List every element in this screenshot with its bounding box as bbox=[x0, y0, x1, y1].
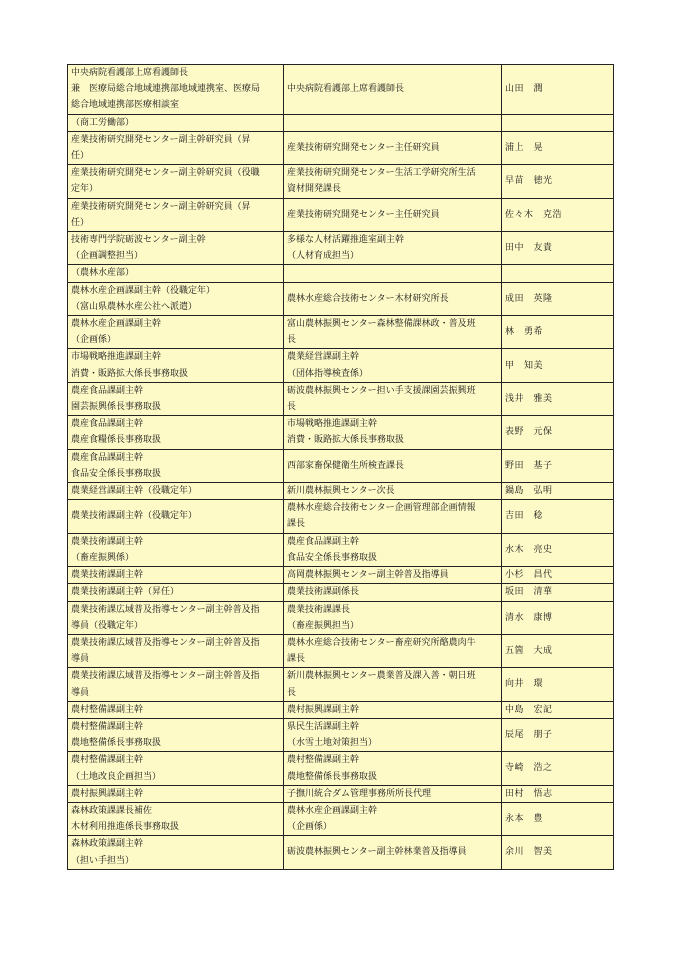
table-row bbox=[68, 232, 614, 265]
from-cell bbox=[68, 634, 284, 667]
from-cell bbox=[68, 282, 284, 315]
from-line: 産業技術研究開発センター副主幹研究員（昇 bbox=[71, 134, 251, 145]
from-line: 農業経営課副主幹（役職定年） bbox=[71, 486, 198, 497]
table-row bbox=[68, 114, 614, 131]
from-line: 消費・販路拡大係長事務取扱 bbox=[71, 368, 189, 379]
name-cell: 五箇 大成 bbox=[502, 634, 614, 667]
from-line: 農地整備係長事務取扱 bbox=[71, 738, 162, 749]
name-cell: 浦上 晃 bbox=[502, 131, 614, 164]
personnel-table bbox=[67, 64, 614, 870]
to-line: 農林水産総合技術センター企画管理部企画情報 bbox=[287, 503, 476, 514]
table-row bbox=[68, 836, 614, 869]
from-cell bbox=[68, 584, 284, 601]
name-cell: 鍋島 弘明 bbox=[502, 483, 614, 500]
to-line: 農林水産総合技術センター畜産研究所酪農肉牛 bbox=[287, 637, 476, 648]
table-row bbox=[68, 533, 614, 566]
table-row bbox=[68, 785, 614, 802]
to-cell bbox=[284, 131, 502, 164]
to-line: 食品安全係長事務取扱 bbox=[287, 552, 378, 563]
to-line: 農林水産企画課副主幹 bbox=[287, 805, 378, 816]
from-line: 木材利用推進係長事務取扱 bbox=[71, 822, 180, 833]
from-line: 森林政策課課長補佐 bbox=[71, 805, 153, 816]
from-line: 農産食品課副主幹 bbox=[71, 419, 144, 430]
from-line: （企画係） bbox=[71, 335, 117, 346]
from-line: 産業技術研究開発センター副主幹研究員（昇 bbox=[71, 201, 251, 212]
table-row bbox=[68, 316, 614, 349]
table-row bbox=[68, 349, 614, 382]
from-line: 産業技術研究開発センター副主幹研究員（役職 bbox=[71, 168, 260, 179]
to-line: 課長 bbox=[287, 654, 306, 665]
table-row bbox=[68, 584, 614, 601]
name-cell: 中島 宏記 bbox=[502, 701, 614, 718]
to-line: 農業技術課副係長 bbox=[287, 587, 360, 598]
to-line: 資材開発課長 bbox=[287, 184, 342, 195]
name-cell: 佐々木 克浩 bbox=[502, 198, 614, 231]
from-line: 農業技術課副主幹 bbox=[71, 570, 144, 581]
from-line: 農村整備課副主幹 bbox=[71, 721, 144, 732]
to-line: 農村整備課副主幹 bbox=[287, 755, 360, 766]
to-line: 産業技術研究開発センター主任研究員 bbox=[287, 209, 440, 220]
name-cell: 小杉 昌代 bbox=[502, 567, 614, 584]
to-cell bbox=[284, 500, 502, 533]
to-cell bbox=[284, 533, 502, 566]
from-line: （畜産振興係） bbox=[71, 552, 135, 563]
to-cell bbox=[284, 349, 502, 382]
name-cell: 辰尾 朋子 bbox=[502, 718, 614, 751]
table-row bbox=[68, 198, 614, 231]
from-cell bbox=[68, 316, 284, 349]
from-cell bbox=[68, 668, 284, 701]
to-line: 産業技術研究開発センター生活工学研究所生活 bbox=[287, 168, 476, 179]
table-row bbox=[68, 416, 614, 449]
name-cell: 水木 亮史 bbox=[502, 533, 614, 566]
name-cell bbox=[502, 265, 614, 282]
table-body bbox=[68, 65, 614, 870]
to-line: 砺波農林振興センター副主幹林業普及指導員 bbox=[287, 847, 467, 858]
to-line: 西部家畜保健衛生所検査課長 bbox=[287, 460, 405, 471]
to-cell bbox=[284, 449, 502, 482]
to-line: （人材育成担当） bbox=[287, 251, 360, 262]
from-line: （商工労働部） bbox=[71, 117, 135, 128]
from-cell bbox=[68, 198, 284, 231]
table-row bbox=[68, 802, 614, 835]
to-cell bbox=[284, 483, 502, 500]
to-line: 中央病院看護部上席看護師長 bbox=[287, 84, 405, 95]
to-line: 消費・販路拡大係長事務取扱 bbox=[287, 435, 405, 446]
from-line: 農産食品課副主幹 bbox=[71, 452, 144, 463]
from-line: （企画調整担当） bbox=[71, 251, 144, 262]
from-cell bbox=[68, 601, 284, 634]
from-cell bbox=[68, 449, 284, 482]
table-row bbox=[68, 265, 614, 282]
table-row bbox=[68, 718, 614, 751]
name-cell: 田中 友貴 bbox=[502, 232, 614, 265]
name-cell: 山田 潤 bbox=[502, 65, 614, 115]
from-cell bbox=[68, 802, 284, 835]
from-line: 定年） bbox=[71, 184, 99, 195]
from-cell bbox=[68, 265, 284, 282]
to-line: 農村振興課副主幹 bbox=[287, 704, 360, 715]
to-line: （企画係） bbox=[287, 822, 333, 833]
from-line: 農産食糧係長事務取扱 bbox=[71, 435, 162, 446]
from-line: 任） bbox=[71, 151, 90, 162]
table-row bbox=[68, 449, 614, 482]
from-line: 農産食品課副主幹 bbox=[71, 385, 144, 396]
from-cell bbox=[68, 718, 284, 751]
from-cell bbox=[68, 533, 284, 566]
name-cell: 浅井 雅美 bbox=[502, 382, 614, 415]
to-line: 農林水産総合技術センター木材研究所長 bbox=[287, 293, 449, 304]
from-line: 導員 bbox=[71, 654, 90, 665]
name-cell: 吉田 稔 bbox=[502, 500, 614, 533]
from-cell bbox=[68, 232, 284, 265]
to-cell bbox=[284, 232, 502, 265]
to-line: 長 bbox=[287, 335, 297, 346]
from-cell bbox=[68, 416, 284, 449]
table-row bbox=[68, 483, 614, 500]
to-line: 子撫川統合ダム管理事務所所長代理 bbox=[287, 788, 432, 799]
to-line: 農業経営課副主幹 bbox=[287, 352, 360, 363]
to-line: 農地整備係長事務取扱 bbox=[287, 771, 378, 782]
name-cell: 清水 康博 bbox=[502, 601, 614, 634]
to-cell bbox=[284, 802, 502, 835]
from-line: 兼 医療局総合地域連携部地域連携室、医療局 bbox=[71, 84, 261, 95]
to-cell bbox=[284, 601, 502, 634]
to-line: 新川農林振興センター農業普及課入善・朝日班 bbox=[287, 671, 476, 682]
to-cell bbox=[284, 785, 502, 802]
from-line: 農業技術課副主幹（昇任） bbox=[71, 587, 180, 598]
from-line: 農業技術課広域普及指導センター副主幹普及指 bbox=[71, 637, 260, 648]
to-line: 多様な人材活躍推進室副主幹 bbox=[287, 235, 405, 246]
to-line: 富山農林振興センター森林整備課林政・普及班 bbox=[287, 319, 476, 330]
table-row bbox=[68, 65, 614, 115]
from-cell bbox=[68, 483, 284, 500]
to-cell bbox=[284, 567, 502, 584]
name-cell: 坂田 清華 bbox=[502, 584, 614, 601]
from-cell bbox=[68, 382, 284, 415]
from-line: 農業技術課広域普及指導センター副主幹普及指 bbox=[71, 604, 260, 615]
table-row bbox=[68, 567, 614, 584]
table-row bbox=[68, 752, 614, 785]
to-cell bbox=[284, 198, 502, 231]
from-line: 中央病院看護部上席看護師長 bbox=[71, 68, 189, 78]
from-cell bbox=[68, 567, 284, 584]
from-cell bbox=[68, 752, 284, 785]
from-line: 森林政策課副主幹 bbox=[71, 839, 144, 850]
from-line: 導員（役職定年） bbox=[71, 620, 144, 631]
to-cell bbox=[284, 416, 502, 449]
from-cell bbox=[68, 65, 284, 115]
from-line: 市場戦略推進課副主幹 bbox=[71, 352, 162, 363]
from-cell bbox=[68, 165, 284, 198]
from-cell bbox=[68, 701, 284, 718]
name-cell: 甲 知美 bbox=[502, 349, 614, 382]
from-line: 技術専門学院砺波センター副主幹 bbox=[71, 235, 206, 246]
table-row bbox=[68, 601, 614, 634]
name-cell: 早苗 徳光 bbox=[502, 165, 614, 198]
from-line: 農業技術課副主幹（役職定年） bbox=[71, 511, 198, 522]
from-line: 農林水産企画課副主幹（役職定年） bbox=[71, 285, 216, 296]
to-line: 長 bbox=[287, 402, 297, 413]
table-row bbox=[68, 500, 614, 533]
to-cell bbox=[284, 65, 502, 115]
from-line: （担い手担当） bbox=[71, 855, 135, 866]
to-line: 農産食品課副主幹 bbox=[287, 536, 360, 547]
to-cell bbox=[284, 114, 502, 131]
table-row bbox=[68, 701, 614, 718]
from-line: 農村整備課副主幹 bbox=[71, 704, 144, 715]
to-cell bbox=[284, 668, 502, 701]
table-row bbox=[68, 382, 614, 415]
name-cell bbox=[502, 114, 614, 131]
to-line: 長 bbox=[287, 687, 297, 698]
to-line: 課長 bbox=[287, 519, 306, 530]
table-row bbox=[68, 131, 614, 164]
table-row bbox=[68, 282, 614, 315]
from-line: 食品安全係長事務取扱 bbox=[71, 468, 162, 479]
table-row bbox=[68, 165, 614, 198]
from-line: 総合地域連携部医療相談室 bbox=[71, 100, 180, 111]
to-cell bbox=[284, 634, 502, 667]
name-cell: 永本 豊 bbox=[502, 802, 614, 835]
name-cell: 林 勇希 bbox=[502, 316, 614, 349]
to-cell bbox=[284, 382, 502, 415]
to-cell bbox=[284, 282, 502, 315]
from-cell bbox=[68, 349, 284, 382]
name-cell: 田村 悟志 bbox=[502, 785, 614, 802]
to-cell bbox=[284, 752, 502, 785]
to-line: （畜産振興担当） bbox=[287, 620, 360, 631]
from-line: 導員 bbox=[71, 687, 90, 698]
from-line: 農業技術課副主幹 bbox=[71, 536, 144, 547]
name-cell: 余川 智美 bbox=[502, 836, 614, 869]
from-line: 任） bbox=[71, 217, 90, 228]
to-line: 砺波農林振興センター担い手支援課園芸振興班 bbox=[287, 385, 476, 396]
to-cell bbox=[284, 836, 502, 869]
to-line: 高岡農林振興センター副主幹普及指導員 bbox=[287, 570, 449, 581]
table-row bbox=[68, 634, 614, 667]
to-line: 産業技術研究開発センター主任研究員 bbox=[287, 142, 440, 153]
from-line: 農業技術課広域普及指導センター副主幹普及指 bbox=[71, 671, 260, 682]
from-cell bbox=[68, 500, 284, 533]
table-row bbox=[68, 668, 614, 701]
from-cell bbox=[68, 785, 284, 802]
to-cell bbox=[284, 701, 502, 718]
to-line: 農業技術課課長 bbox=[287, 604, 351, 615]
to-cell bbox=[284, 718, 502, 751]
to-line: （団体指導検査係） bbox=[287, 368, 369, 379]
to-cell bbox=[284, 316, 502, 349]
name-cell: 野田 基子 bbox=[502, 449, 614, 482]
from-line: （土地改良企画担当） bbox=[71, 771, 162, 782]
name-cell: 向井 環 bbox=[502, 668, 614, 701]
to-cell bbox=[284, 265, 502, 282]
from-cell bbox=[68, 131, 284, 164]
to-line: （水雪土地対策担当） bbox=[287, 738, 378, 749]
name-cell: 成田 英隆 bbox=[502, 282, 614, 315]
to-line: 新川農林振興センター次長 bbox=[287, 486, 395, 497]
from-line: （富山県農林水産公社へ派遣） bbox=[71, 301, 198, 312]
from-line: 農村整備課副主幹 bbox=[71, 755, 144, 766]
from-cell bbox=[68, 114, 284, 131]
to-line: 県民生活課副主幹 bbox=[287, 721, 360, 732]
name-cell: 表野 元保 bbox=[502, 416, 614, 449]
from-cell bbox=[68, 836, 284, 869]
from-line: 農村振興課副主幹 bbox=[71, 788, 144, 799]
from-line: 園芸振興係長事務取扱 bbox=[71, 402, 162, 413]
to-cell bbox=[284, 584, 502, 601]
from-line: （農林水産部） bbox=[71, 268, 135, 279]
from-line: 農林水産企画課副主幹 bbox=[71, 319, 162, 330]
name-cell: 寺崎 浩之 bbox=[502, 752, 614, 785]
to-cell bbox=[284, 165, 502, 198]
to-line: 市場戦略推進課副主幹 bbox=[287, 419, 378, 430]
